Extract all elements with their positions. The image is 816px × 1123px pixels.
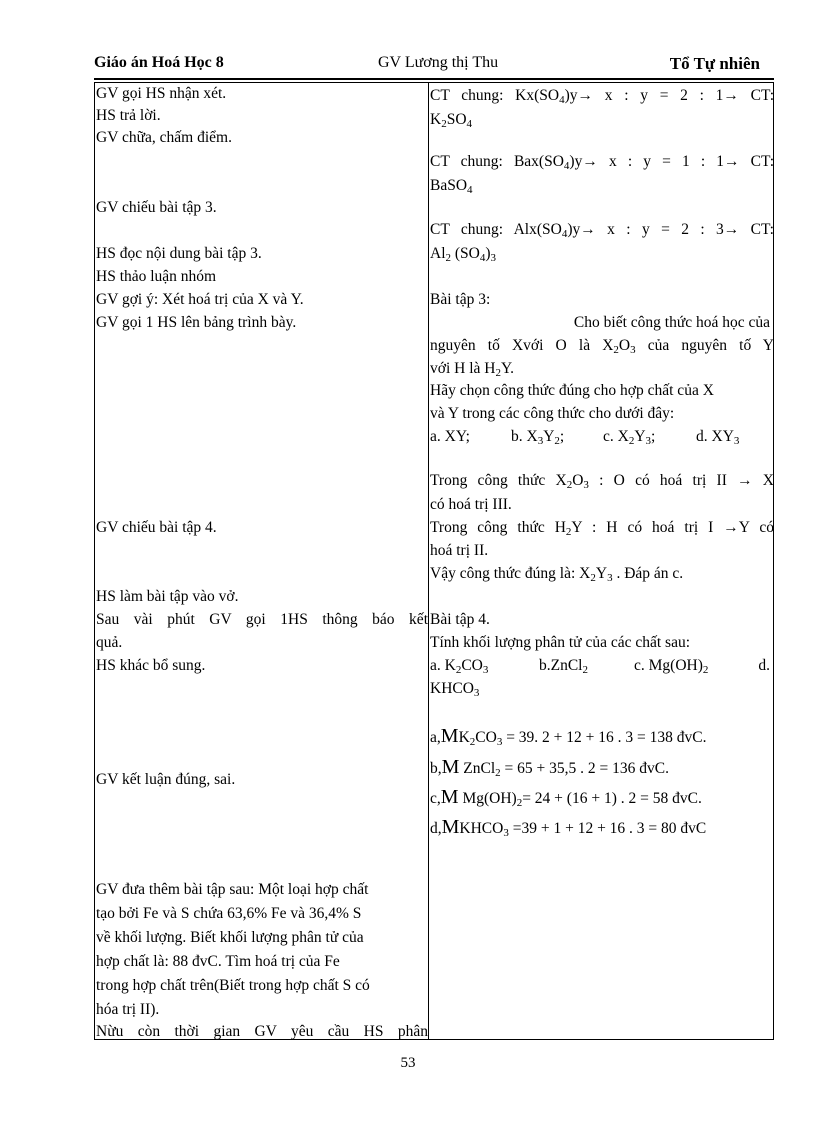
page-number: 53 [400, 1055, 416, 1071]
column-divider [428, 83, 429, 1039]
sol-line-2: có hoá trị III. [430, 496, 512, 513]
option-d: d. $XY_3$ [696, 428, 740, 447]
ba-result: BaSO$_4$ [430, 177, 473, 196]
bt4-title: Bài tập 4. [430, 611, 490, 628]
left-para-3: về khối lượng. Biết khối lượng phân tử của [96, 929, 364, 946]
bt3-para-1: Cho biết công thức hoá học của [573, 314, 770, 331]
k-result: $K_2SO_4$ [430, 111, 473, 130]
left-para-4: hợp chất là: 88 đvC. Tìm hoá trị của Fe [96, 953, 340, 970]
left-para-1: GV đưa thêm bài tập sau: Một loại hợp chất [96, 881, 369, 898]
left-line-6: HS thảo luận nhóm [96, 268, 217, 285]
option-c: c. $X_2Y_3$; [603, 428, 656, 447]
bt3-para-4: Hãy chọn công thức đúng cho hợp chất của X [430, 382, 714, 399]
left-line-10: HS làm bài tập vào vở. [96, 588, 239, 605]
al-formula-line: CT chung: $Alx(SO_4)y\to x$ : y = 2 : 3→ CT: [430, 221, 774, 240]
left-para-2: tạo bởi Fe và S chứa 63,6% Fe và 36,4% S [96, 905, 362, 922]
left-line-9: GV chiếu bài tập 4. [96, 519, 217, 536]
ba-formula-line: CT chung: $Bax(SO_4)y\to x$ : y = 1 : 1→ CT: [430, 153, 775, 172]
left-para-7: Nừu còn thời gian GV yêu cầu HS phân [96, 1023, 428, 1040]
option-a: a. XY; [430, 428, 470, 445]
left-para-5: trong hợp chất trên(Biết trong hợp chất S có [96, 977, 370, 994]
left-line-13: GV kết luận đúng, sai. [96, 771, 236, 788]
header-department: Tổ Tự nhiên [669, 54, 760, 73]
left-line-8: GV gọi 1 HS lên bảng trình bày. [96, 314, 297, 331]
left-line-5: HS đọc nội dung bài tập 3. [96, 245, 262, 262]
left-para-6: hóa trị II). [96, 1001, 160, 1018]
al-result: $Al_2$ $(SO_4)_3$ [430, 245, 497, 264]
left-line-11b: quả. [96, 634, 123, 651]
option-b: b. $X_3Y_2$; [511, 428, 565, 447]
lesson-table: GV gọi HS nhận xét. HS trả lời. GV chữa, chấm điểm. GV chiếu bài tập 3. HS đọc nội dung bài tập 3. HS thảo luận nhóm GV gợi ý: Xét hoá trị của X và Y. GV gọi 1 HS lên bảng trình bày. GV chiếu bài tập 4. HS làm bài tập vào vở. Sau vài phút GV gọi 1HS thông báo kết quả. HS khác bổ sung. GV kết luận đúng, sai. GV đưa thêm bài tập sau: Một loại hợp chất tạo bởi Fe và S chứa 63,6% Fe và 36,4% S về khối lượng. Biết khối lượng phân tử của hợp chất là: 88 đvC. Tìm hoá trị của Fe trong hợp chất trên(Biết trong hợp chất S có hóa trị II). Nừu còn thời gian GV yêu cầu HS phân CT chung: $Kx(SO_4)y\to x$ : y = 2 : 1→ CT: $K_2SO_4$ CT chung: $Bax(SO_4)y\to x$ : y = 1 : 1→ CT: BaSO$_4$ CT chung: $Alx(SO_4)y\to x$ : y = 2 : 3→ CT: $Al_2$ $(SO_4)_3$ Bài tập 3: Cho biết công thức hoá học của nguyên tố Xvới O là $X_2O_3$ của nguyên tố Y với H là $H_2Y$. Hãy chọn công thức đúng cho hợp chất của X và Y trong các công thức cho dưới đây: a. XY; b. $X_3Y_2$; c. $X_2Y_3$; d. $XY_3$ Trong công thức $X_2O_3$ : O có hoá trị II → X có hoá trị III. Trong công thức $H_2Y$ : H có hoá trị I →Y có hoá trị II. Vậy công thức đúng là: $X_2Y_3$ . Đáp án c. Bài tập 4. Tính khối lượng phân tử của các chất sau: a. $K_2CO_3$ b.ZnCl$_2$ c. $Mg(OH)_2$ d. $KHCO_3$ $a,MK_2CO_3 = 39$. 2 + 12 + 16 . 3 = 138 đvC. b,M ZnCl$_2$ = 65 + 35,5 . 2 = 136 đvC. c,M $Mg(OH)_2= 24 + (16 + 1)$ . 2 = 58 đvC. $d,MKHCO_3 =39 + 1 + 12 + 16$ . 3 = 80 đvC [94, 82, 774, 1040]
header-teacher: GV Lương thị Thu [378, 54, 499, 71]
bt3-para-2: nguyên tố Xvới O là $X_2O_3$ của nguyên tố Y [430, 337, 774, 356]
sol-line-5: Vậy công thức đúng là: $X_2Y_3$ . Đáp án c. [430, 565, 684, 584]
k-formula-line: CT chung: $Kx(SO_4)y\to x$ : y = 2 : 1→ CT: [430, 87, 775, 106]
page-header [94, 54, 774, 80]
bt3-para-5: và Y trong các công thức cho dưới đây: [430, 405, 675, 422]
bt4-compound-e: $KHCO_3$ [430, 680, 480, 699]
bt3-title: Bài tập 3: [430, 291, 491, 308]
header-subject: Giáo án Hoá Học 8 [94, 54, 224, 71]
mass-line-4: $d,MKHCO_3 =39 + 1 + 12 + 16$ . 3 = 80 đvC [430, 816, 707, 839]
bt4-question: Tính khối lượng phân tử của các chất sau: [430, 634, 691, 651]
mass-line-1: $a,MK_2CO_3 = 39$. 2 + 12 + 16 . 3 = 138 đvC. [430, 725, 707, 748]
sol-line-1: Trong công thức $X_2O_3$ : O có hoá trị II → X [430, 472, 774, 491]
left-line-12: HS khác bổ sung. [96, 657, 206, 674]
mass-line-2: b,M ZnCl$_2$ = 65 + 35,5 . 2 = 136 đvC. [430, 756, 669, 779]
left-line-4: GV chiếu bài tập 3. [96, 199, 217, 216]
bt3-para-3: với H là $H_2Y$. [430, 360, 515, 379]
left-line-7: GV gợi ý: Xét hoá trị của X và Y. [96, 291, 304, 308]
left-line-2: HS trả lời. [96, 107, 161, 124]
left-line-11a: Sau vài phút GV gọi 1HS thông báo kết [96, 611, 428, 628]
left-line-3: GV chữa, chấm điểm. [96, 129, 232, 146]
sol-line-3: Trong công thức $H_2Y$ : H có hoá trị I →Y có [430, 519, 775, 538]
mass-line-3: c,M $Mg(OH)_2= 24 + (16 + 1)$ . 2 = 58 đvC. [430, 786, 702, 809]
sol-line-4: hoá trị II. [430, 542, 489, 559]
left-line-1: GV gọi HS nhận xét. [96, 85, 227, 102]
